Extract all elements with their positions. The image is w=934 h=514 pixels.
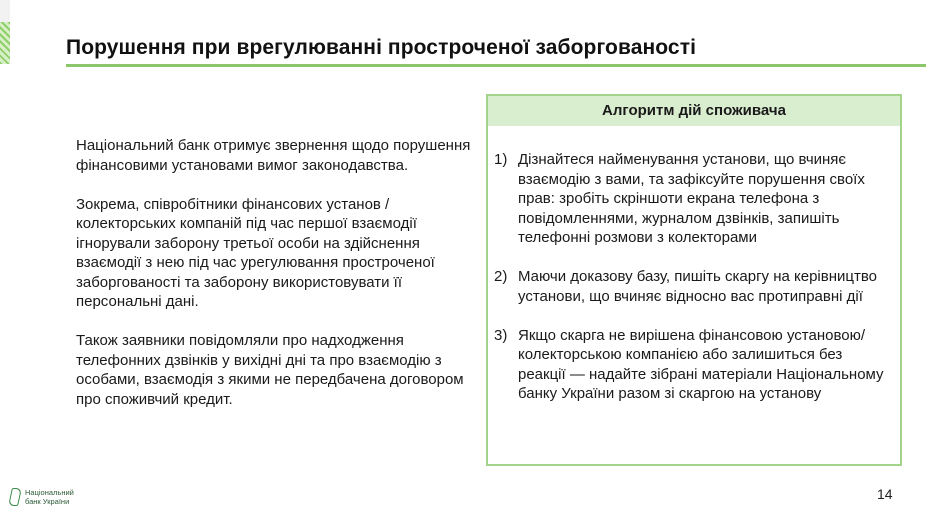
step-number: 3) xyxy=(494,326,508,344)
corner-decoration-top xyxy=(0,0,10,22)
left-column-text xyxy=(76,136,476,429)
nbu-logo xyxy=(10,488,74,506)
paragraph-1: Національний банк отримує звернення щодо порушення фінансовими установами вимог законодавства. xyxy=(76,137,471,174)
step-text: Якщо скарга не вирішена фінансовою установою/колекторською компанією або залишиться без реакції — надайте зібрані матеріали Національному банку України разом зі скаргою на установу xyxy=(518,326,884,402)
step-number: 2) xyxy=(494,268,508,285)
algorithm-step xyxy=(494,150,888,248)
algorithm-header: Алгоритм дій споживача xyxy=(488,96,900,126)
step-text: Маючи доказову базу, пишіть скаргу на керівництво установи, що вчиняє відносно вас протиправні дії xyxy=(518,268,877,305)
page-number: 14 xyxy=(877,486,893,502)
title-underline xyxy=(66,64,926,67)
algorithm-steps xyxy=(488,126,900,404)
corner-pattern-decoration xyxy=(0,22,10,64)
logo-line-1: Національний xyxy=(25,488,74,497)
nbu-logo-icon xyxy=(8,488,22,506)
paragraph-2: Зокрема, співробітники фінансових установ / колекторських компаній під час першої взаємодії ігнорували заборону третьої особи на здійснення взаємодії з нею під час урегулювання простроченої заборгованості та заборону використовувати її персональні дані. xyxy=(76,195,435,310)
algorithm-step xyxy=(494,267,888,306)
algorithm-box xyxy=(486,94,902,466)
step-number: 1) xyxy=(494,151,508,168)
logo-line-2: банк України xyxy=(25,497,70,506)
slide-title: Порушення при врегулюванні простроченої заборгованості xyxy=(66,36,697,59)
paragraph-3: Також заявники повідомляли про надходження телефонних дзвінків у вихідні дні та про взаємодію з особами, взаємодія з якими не передбачена договором про споживчий кредит. xyxy=(76,332,464,408)
logo-text xyxy=(25,488,74,506)
algorithm-step xyxy=(494,326,888,404)
step-text: Дізнайтеся найменування установи, що вчиняє взаємодію з вами, та зафіксуйте порушення своїх прав: зробіть скріншоти екрана телефона з повідомленнями, журналом дзвінків, запишіть телефонні розмови з колекторами xyxy=(518,151,865,246)
